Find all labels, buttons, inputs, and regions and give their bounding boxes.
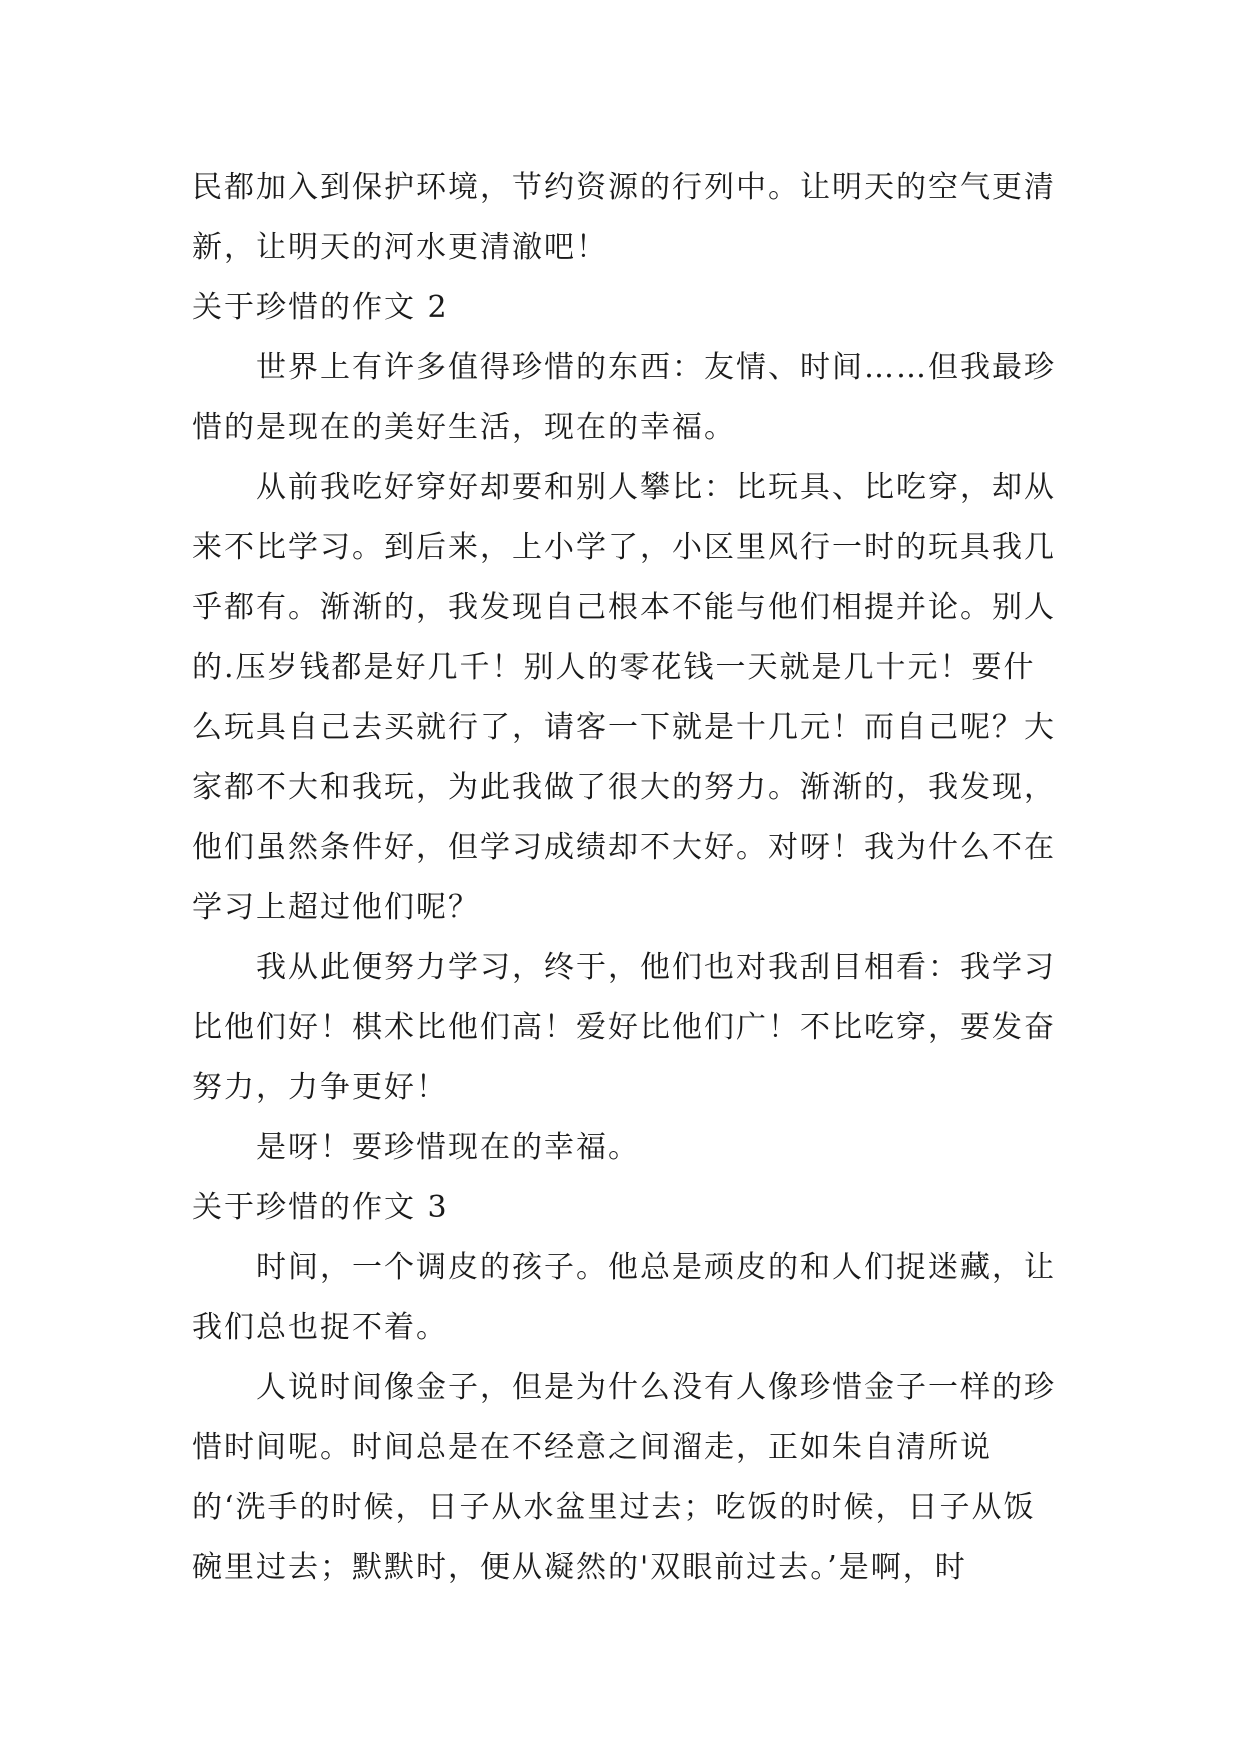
section-heading-2: 关于珍惜的作文 2 xyxy=(192,290,449,325)
document-body xyxy=(192,158,1062,1598)
paragraph: 从前我吃好穿好却要和别人攀比：比玩具、比吃穿，却从来不比学习。到后来，上小学了，小区里风行一时的玩具我几乎都有。渐渐的，我发现自己根本不能与他们相提并论。别人的.压岁钱都是好几千！别人的零花钱一天就是几十元！要什么玩具自己去买就行了，请客一下就是十几元！而自己呢？大家都不大和我玩，为此我做了很大的努力。渐渐的，我发现，他们虽然条件好，但学习成绩却不大好。对呀！我为什么不在学习上超过他们呢？ xyxy=(192,470,1056,925)
paragraph: 时间，一个调皮的孩子。他总是顽皮的和人们捉迷藏，让我们总也捉不着。 xyxy=(192,1250,1056,1345)
paragraph-continuation: 民都加入到保护环境，节约资源的行列中。让明天的空气更清新，让明天的河水更清澈吧！ xyxy=(192,170,1056,265)
paragraph: 是呀！要珍惜现在的幸福。 xyxy=(256,1130,640,1165)
section-heading-3: 关于珍惜的作文 3 xyxy=(192,1190,449,1225)
paragraph: 人说时间像金子，但是为什么没有人像珍惜金子一样的珍惜时间呢。时间总是在不经意之间溜走，正如朱自清所说的‘洗手的时候，日子从水盆里过去；吃饭的时候，日子从饭碗里过去；默默时，便从凝然的'双眼前过去。’是啊，时 xyxy=(192,1370,1056,1585)
paragraph: 我从此便努力学习，终于，他们也对我刮目相看：我学习比他们好！棋术比他们高！爱好比他们广！不比吃穿，要发奋努力，力争更好！ xyxy=(192,950,1056,1105)
paragraph: 世界上有许多值得珍惜的东西：友情、时间……但我最珍惜的是现在的美好生活，现在的幸福。 xyxy=(192,350,1056,445)
